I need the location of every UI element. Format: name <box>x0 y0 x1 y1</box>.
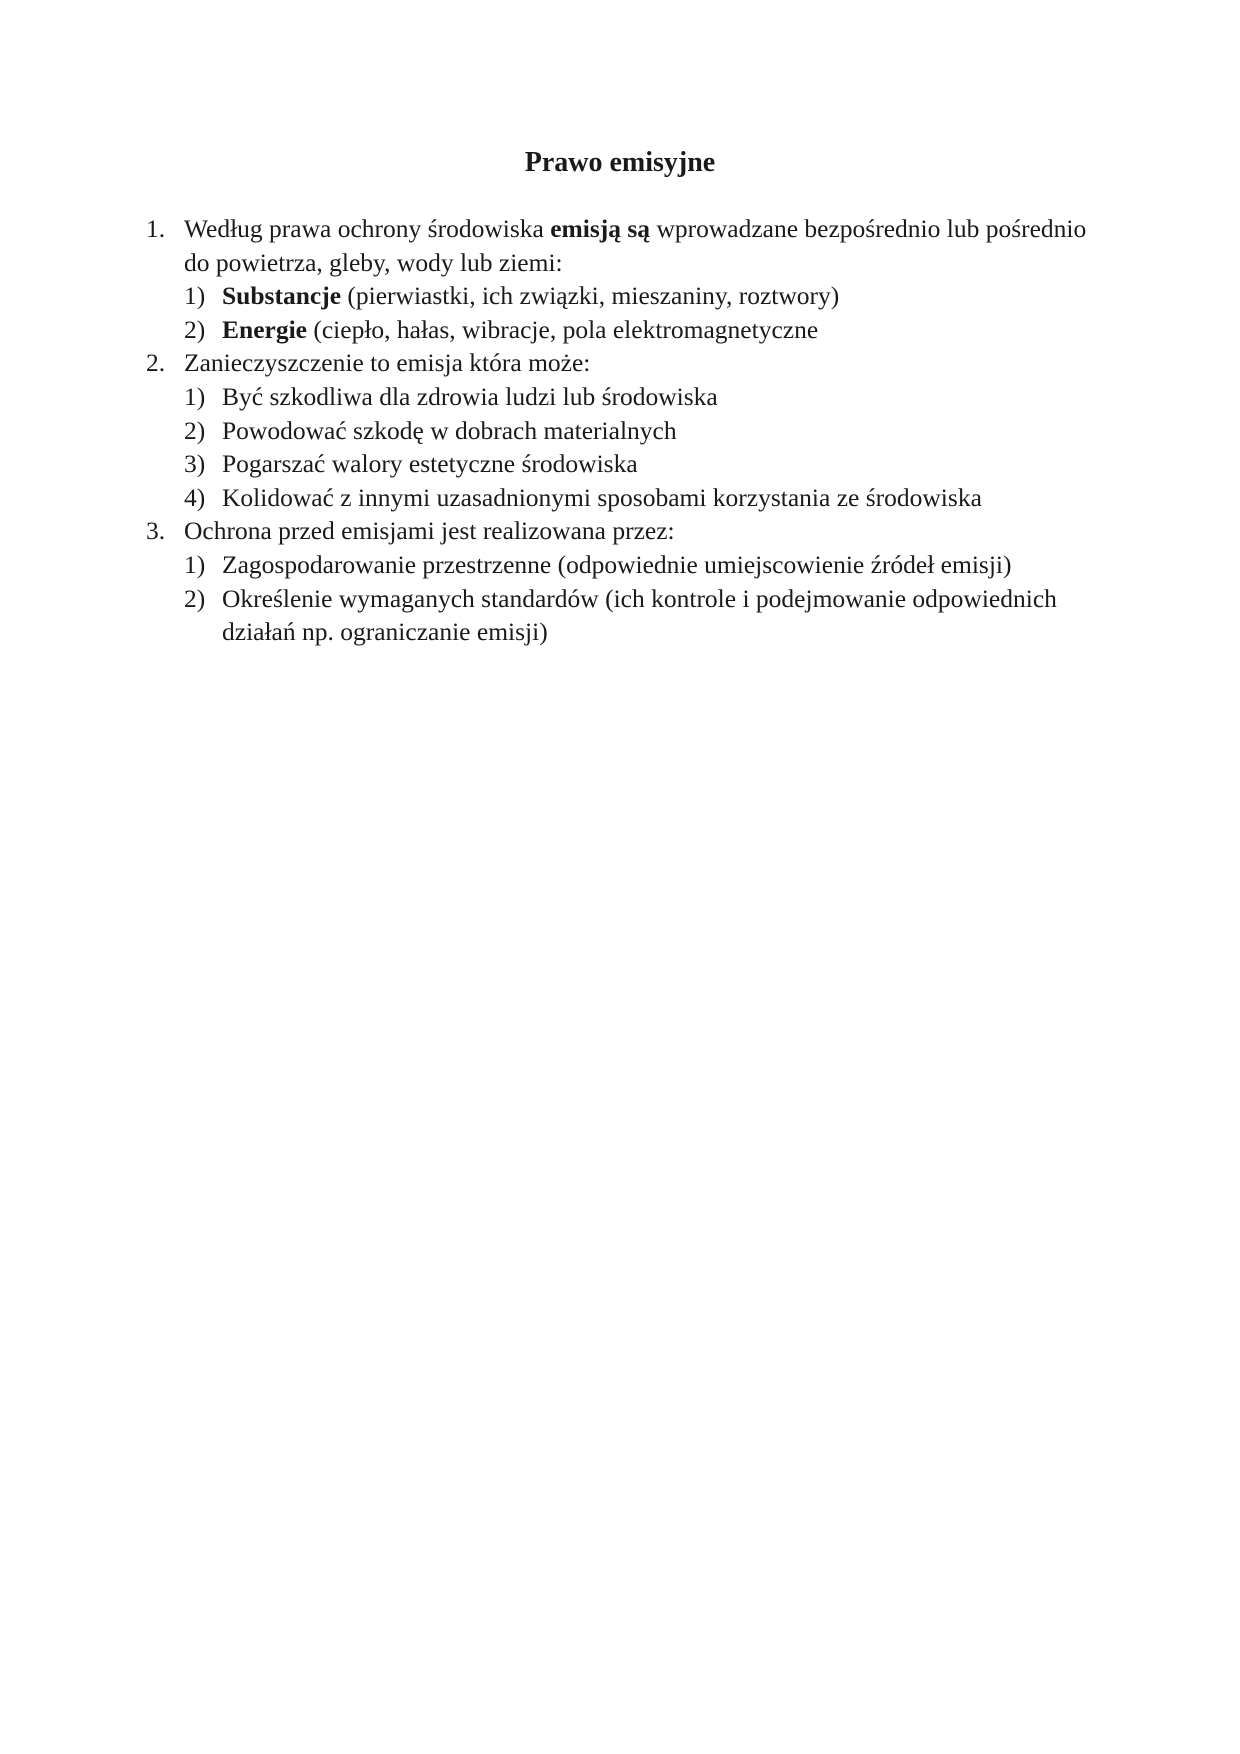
sub-item-text: Pogarszać walory estetyczne środowiska <box>222 449 638 479</box>
sub-item-bold: Energie <box>222 314 307 344</box>
sub-number: 4) <box>184 482 206 512</box>
list-item-3 <box>146 514 1106 648</box>
sub-item-bold: Substancje <box>222 281 342 311</box>
sub-item <box>184 481 1106 515</box>
list-item-2 <box>146 346 1106 514</box>
sub-list <box>184 380 1106 514</box>
sub-number: 1) <box>184 281 206 311</box>
item-text: Według prawa ochrony środowiska <box>184 214 551 243</box>
item-text: Zanieczyszczenie to emisja która może: <box>184 348 591 378</box>
sub-item <box>184 548 1106 582</box>
item-text: wprowadzane bezpośrednio lub pośrednio do powietrza, gleby, wody lub ziemi: <box>184 214 1087 277</box>
list-number: 2. <box>146 348 166 378</box>
sub-number: 3) <box>184 449 206 479</box>
page-title: Prawo emisyjne <box>524 147 716 178</box>
sub-item <box>184 380 1106 414</box>
sub-item-text: Być szkodliwa dla zdrowia ludzi lub środowiska <box>222 381 718 411</box>
sub-item-text: (pierwiastki, ich związki, mieszaniny, roztwory) <box>341 281 840 311</box>
sub-item <box>184 447 1106 481</box>
sub-number: 2) <box>184 415 206 445</box>
sub-number: 1) <box>184 381 206 411</box>
sub-item-text: (ciepło, hałas, wibracje, pola elektromagnetyczne <box>306 314 819 344</box>
sub-item <box>184 313 1106 347</box>
sub-item-text: Powodować szkodę w dobrach materialnych <box>222 415 677 445</box>
sub-item-text: Zagospodarowanie przestrzenne (odpowiednie umiejscowienie źródeł emisji) <box>222 549 1012 579</box>
sub-list <box>184 279 1106 346</box>
item-text: Ochrona przed emisjami jest realizowana przez: <box>184 516 675 546</box>
item-bold-text: emisją są <box>550 214 651 243</box>
sub-item <box>184 582 1106 649</box>
list-number: 3. <box>146 516 166 546</box>
sub-item-text: Określenie wymaganych standardów (ich kontrole i podejmowanie odpowiednich działań np. ograniczanie emisji) <box>222 583 1057 647</box>
sub-item-text: Kolidować z innymi uzasadnionymi sposobami korzystania ze środowiska <box>222 482 982 512</box>
sub-list <box>184 548 1106 649</box>
sub-number: 2) <box>184 314 206 344</box>
list-number: 1. <box>146 214 166 243</box>
sub-number: 2) <box>184 583 206 613</box>
list-item-1 <box>146 212 1106 346</box>
sub-number: 1) <box>184 549 206 579</box>
sub-item <box>184 414 1106 448</box>
document-body <box>146 212 1106 649</box>
sub-item <box>184 279 1106 313</box>
main-list <box>146 212 1106 649</box>
